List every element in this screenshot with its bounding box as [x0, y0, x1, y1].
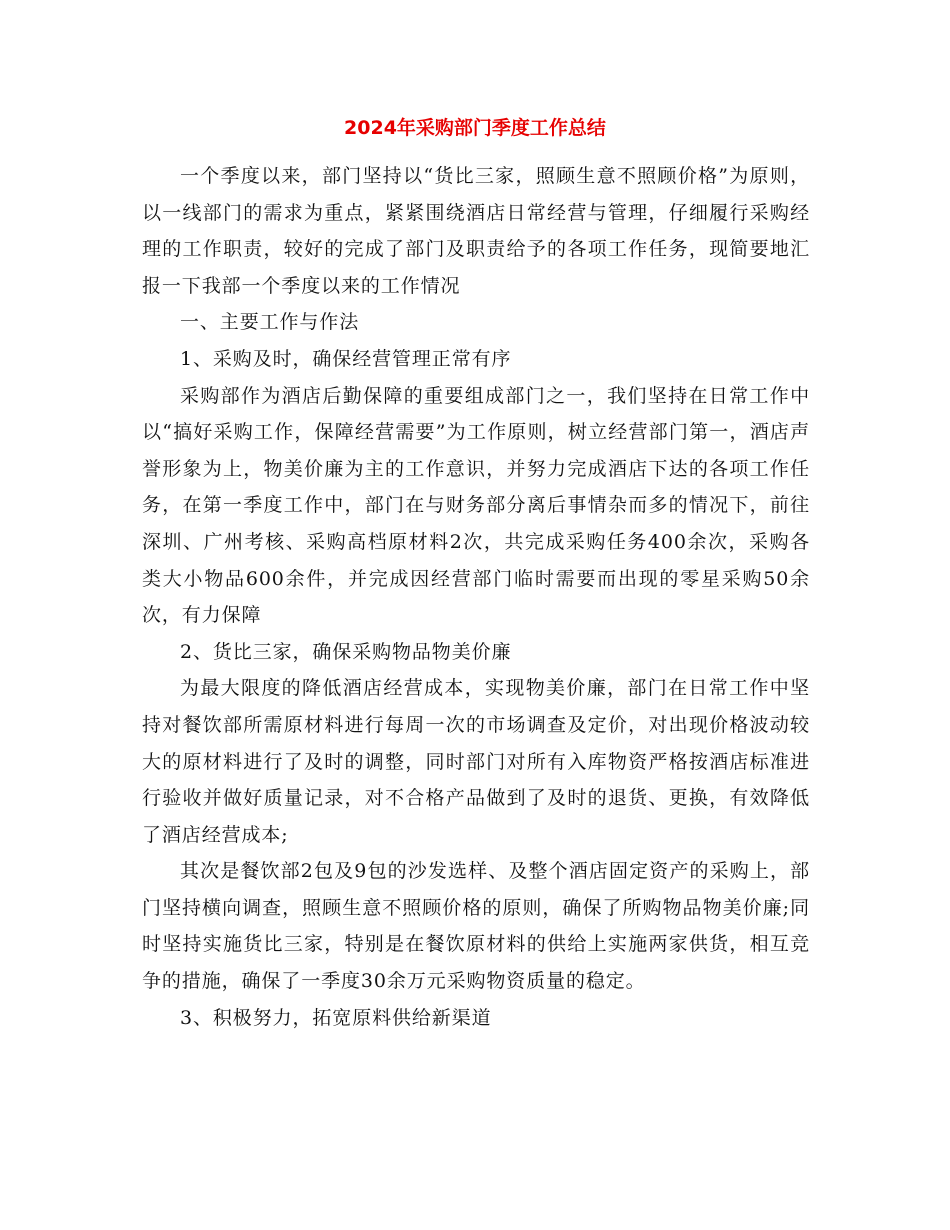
subheading-timely-procurement: 1、采购及时，确保经营管理正常有序	[180, 347, 512, 370]
paragraph-intro: 一个季度以来，部门坚持以“货比三家，照顾生意不照顾价格”为原则，以一线部门的需求为重点，紧紧围绕酒店日常经营与管理，仔细履行采购经理的工作职责，较好的完成了部门及职责给予的各项工作任务，现简要地汇报一下我部一个季度以来的工作情况	[142, 165, 810, 297]
document-title: 2024年采购部门季度工作总结	[344, 117, 606, 139]
subheading-compare-suppliers: 2、货比三家，确保采购物品物美价廉	[180, 640, 512, 663]
paragraph-asset-procurement: 其次是餐饮部2包及9包的沙发选样、及整个酒店固定资产的采购上，部门坚持横向调查，照顾生意不照顾价格的原则，确保了所购物品物美价廉;同时坚持实施货比三家，特别是在餐饮原材料的供给上实施两家供货，相互竞争的措施，确保了一季度30余万元采购物资质量的稳定。	[142, 860, 810, 993]
subheading-new-channels: 3、积极努力，拓宽原料供给新渠道	[180, 1006, 492, 1029]
paragraph-procurement-role: 采购部作为酒店后勤保障的重要组成部门之一，我们坚持在日常工作中以“搞好采购工作，保障经营需要”为工作原则，树立经营部门第一，酒店声誉形象为上，物美价廉为主的工作意识，并努力完成酒店下达的各项工作任务，在第一季度工作中，部门在与财务部分离后事情杂而多的情况下，前往深圳、广州考核、采购高档原材料2次，共完成采购任务400余次，采购各类大小物品600余件，并完成因经营部门临时需要而出现的零星采购50余次，有力保障	[142, 384, 810, 627]
document-body	[142, 158, 810, 1036]
section-heading-main-work: 一、主要工作与作法	[180, 311, 360, 334]
paragraph-cost-reduction: 为最大限度的降低酒店经营成本，实现物美价廉，部门在日常工作中坚持对餐饮部所需原材料进行每周一次的市场调查及定价，对出现价格波动较大的原材料进行了及时的调整，同时部门对所有入库物资严格按酒店标准进行验收并做好质量记录，对不合格产品做到了及时的退货、更换，有效降低了酒店经营成本;	[142, 677, 810, 846]
